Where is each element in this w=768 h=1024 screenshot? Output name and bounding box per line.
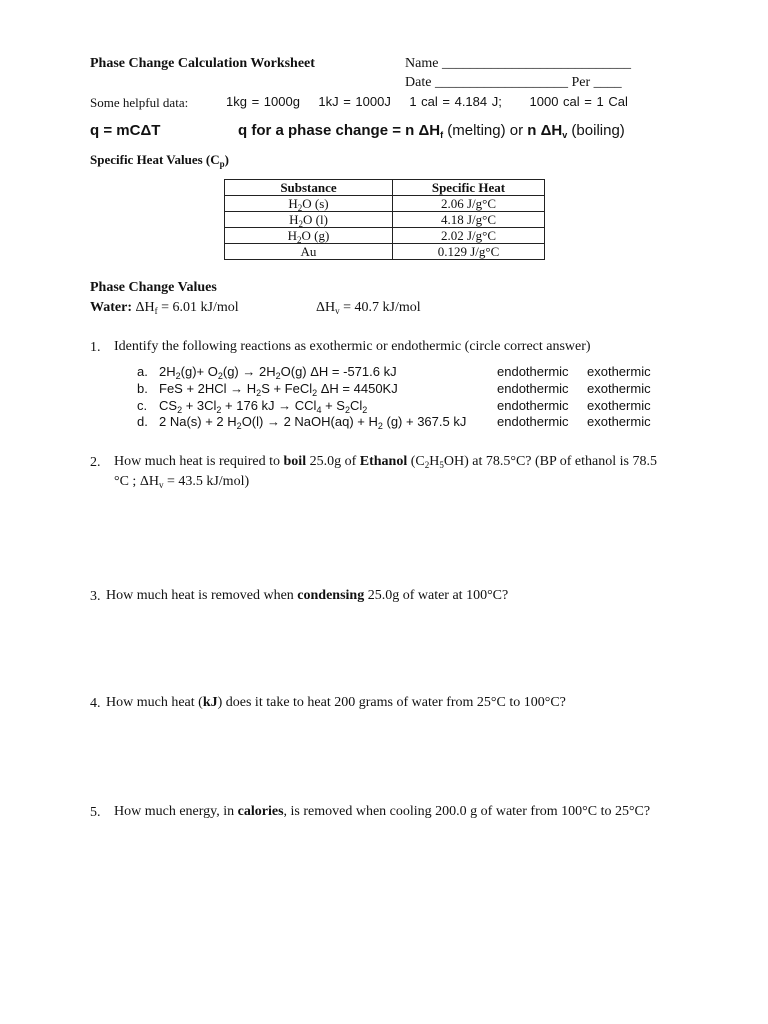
question-1-number: 1. xyxy=(90,340,101,355)
col-substance: Substance xyxy=(225,180,393,196)
phase-change-heading: Phase Change Values xyxy=(90,280,217,295)
reaction-a-letter: a. xyxy=(137,364,148,379)
table-row xyxy=(225,196,545,212)
water-hf-value: Water: $\Delta H_f = 6.01$ kJ/mol xyxy=(90,300,239,316)
col-specific-heat: Specific Heat xyxy=(393,180,545,196)
question-4-text: How much heat (kJ) does it take to heat 200 grams of water from 25°C to 100°C? xyxy=(106,695,566,710)
heat-cell: 2.06 J/g°C xyxy=(393,196,545,212)
question-3-text: How much heat is removed when condensing 25.0g of water at 100°C? xyxy=(106,588,509,603)
reaction-b-endothermic-option[interactable]: endothermic xyxy=(497,381,569,396)
reaction-d-endothermic-option[interactable]: endothermic xyxy=(497,414,569,429)
specific-heat-heading: Specific Heat Values $(C_p)$ xyxy=(90,152,229,169)
page-title: Phase Change Calculation Worksheet xyxy=(90,56,315,71)
per-blank[interactable]: ____ xyxy=(593,75,622,90)
date-field[interactable] xyxy=(405,75,622,91)
substance-cell: $H_2O$ (g) xyxy=(225,228,393,244)
reaction-c-endothermic-option[interactable]: endothermic xyxy=(497,398,569,413)
specific-heat-table xyxy=(224,179,545,260)
heat-cell: 2.02 J/g°C xyxy=(393,228,545,244)
question-5-number: 5. xyxy=(90,805,101,820)
question-4-number: 4. xyxy=(90,696,101,711)
reaction-b-exothermic-option[interactable]: exothermic xyxy=(587,381,651,396)
reaction-b: FeS + $2HCl \to H_2S$ + FeCl$_2$ ΔH = 4450KJ xyxy=(159,381,398,398)
substance-cell: $H_2O$ (s) xyxy=(225,196,393,212)
heat-cell: 0.129 J/g°C xyxy=(393,244,545,260)
name-blank[interactable]: ___________________________ xyxy=(441,56,631,71)
table-row xyxy=(225,244,545,260)
conv-kj: 1kJ = 1000J xyxy=(318,94,391,109)
reaction-b-letter: b. xyxy=(137,381,148,396)
question-2-text: How much heat is required to boil 25.0g of Ethanol $(C_2H_5OH)$ at 78.5°C? (BP of ethanol is 78.5 °C ; $\Delta H_v = 43.5$ kJ/mol) xyxy=(114,454,657,490)
reaction-c-exothermic-option[interactable]: exothermic xyxy=(587,398,651,413)
helpful-data-label: Some helpful data: xyxy=(90,95,189,110)
name-label: Name xyxy=(405,56,439,71)
reaction-d-exothermic-option[interactable]: exothermic xyxy=(587,414,651,429)
question-3-number: 3. xyxy=(90,589,101,604)
substance-cell: $H_2O$ (l) xyxy=(225,212,393,228)
table-header-row xyxy=(225,180,545,196)
question-5-text: How much energy, in calories, is removed when cooling 200.0 g of water from 100°C to 25°C? xyxy=(114,804,651,819)
reaction-d-letter: d. xyxy=(137,414,148,429)
name-field[interactable] xyxy=(405,56,631,72)
reaction-a-exothermic-option[interactable]: exothermic xyxy=(587,364,651,379)
phase-change-formula: q for a phase change = n $\Delta H_f$ (melting) or n $\Delta H_v$ (boiling) xyxy=(238,122,625,140)
question-2-number: 2. xyxy=(90,455,101,470)
water-hv-value: $\Delta H_v = 40.7$ kJ/mol xyxy=(316,300,421,316)
heat-cell: 4.18 J/g°C xyxy=(393,212,545,228)
reaction-c-letter: c. xyxy=(137,398,148,413)
table-row xyxy=(225,212,545,228)
conv-kcal: 1000 cal = 1 Cal xyxy=(529,94,628,109)
reaction-c: $CS_2 + 3Cl_2 + 176$ kJ → $CCl_4 + S_2Cl_2$ xyxy=(159,398,368,415)
conv-kg: 1kg = 1000g xyxy=(226,94,300,109)
date-label: Date xyxy=(405,75,432,90)
per-label: Per xyxy=(571,75,591,90)
reaction-d: 2 Na(s) + 2 $H_2O(l) \to 2$ NaOH(aq) + $H_2$ (g) + 367.5 kJ xyxy=(159,414,467,431)
conv-cal: 1 cal = 4.184 J; xyxy=(409,94,502,109)
substance-cell: Au xyxy=(225,244,393,260)
table-row xyxy=(225,228,545,244)
reaction-a: $2H_2(g)+ O_2(g) \to 2H_2O(g) \Delta H = -571.6$ kJ xyxy=(159,364,397,381)
date-blank[interactable]: ___________________ xyxy=(434,75,568,90)
question-1-text: Identify the following reactions as exothermic or endothermic (circle correct answer) xyxy=(114,339,591,354)
heat-formula: q = mCΔT xyxy=(90,122,161,139)
helpful-data-values xyxy=(226,94,628,109)
reaction-a-endothermic-option[interactable]: endothermic xyxy=(497,364,569,379)
